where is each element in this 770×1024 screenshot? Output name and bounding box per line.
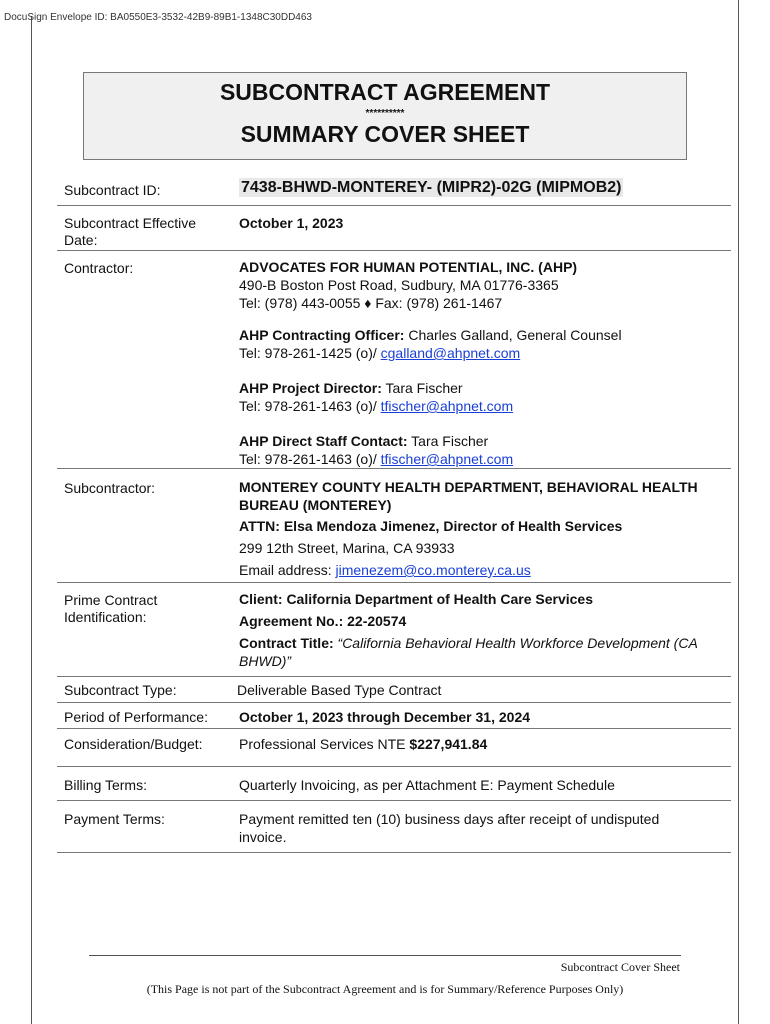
title-separator: ********** xyxy=(365,108,405,119)
label-contractor: Contractor: xyxy=(64,260,134,276)
subcontractor-address: 299 12th Street, Marina, CA 93933 xyxy=(239,540,455,556)
label-subcontract-id: Subcontract ID: xyxy=(64,182,161,198)
row-subcontract-type xyxy=(57,676,731,703)
contracting-officer-name: Charles Galland, General Counsel xyxy=(404,327,622,343)
label-budget: Consideration/Budget: xyxy=(64,736,203,752)
subcontractor-name: MONTEREY COUNTY HEALTH DEPARTMENT, BEHAVIORAL HEALTH BUREAU (MONTEREY) xyxy=(239,479,698,513)
row-contractor xyxy=(57,250,731,469)
value-payment: Payment remitted ten (10) business days after receipt of undisputed invoice. xyxy=(239,811,660,845)
row-billing xyxy=(57,766,731,801)
value-budget xyxy=(239,735,729,753)
contractor-address: 490-B Boston Post Road, Sudbury, MA 01776-3365 xyxy=(239,277,559,293)
direct-staff-name: Tara Fischer xyxy=(407,433,489,449)
row-budget xyxy=(57,728,731,767)
contractor-phone-fax: Tel: (978) 443-0055 ♦ Fax: (978) 261-1467 xyxy=(239,295,503,311)
direct-staff-email-link[interactable]: tfischer@ahpnet.com xyxy=(380,451,514,467)
value-effective-date: October 1, 2023 xyxy=(239,215,344,231)
project-director-tel: Tel: 978-261-1463 (o)/ xyxy=(239,398,381,414)
project-director-email-link[interactable]: tfischer@ahpnet.com xyxy=(380,398,514,414)
page-margin-line-left xyxy=(31,16,32,1024)
prime-contract-agreement: Agreement No.: 22-20574 xyxy=(239,613,407,629)
contracting-officer-email-link[interactable]: cgalland@ahpnet.com xyxy=(380,345,521,361)
row-period xyxy=(57,702,731,729)
row-subcontract-id xyxy=(57,170,731,206)
label-billing: Billing Terms: xyxy=(64,777,147,793)
prime-contract-title xyxy=(239,634,729,670)
document-subtitle: SUMMARY COVER SHEET xyxy=(240,121,530,147)
prime-contract-block xyxy=(239,590,729,670)
label-prime-contract: Prime Contract Identification: xyxy=(64,592,158,625)
document-title: SUBCONTRACT AGREEMENT xyxy=(219,79,551,105)
contractor-name: ADVOCATES FOR HUMAN POTENTIAL, INC. (AHP) xyxy=(239,259,578,275)
row-prime-contract xyxy=(57,582,731,677)
footer-note: (This Page is not part of the Subcontract Agreement and is for Summary/Reference Purposes Only) xyxy=(146,982,624,996)
value-subcontract-type: Deliverable Based Type Contract xyxy=(237,682,442,698)
contracting-officer-tel: Tel: 978-261-1425 (o)/ xyxy=(239,345,381,361)
label-subcontract-type: Subcontract Type: xyxy=(64,682,177,698)
prime-contract-client: Client: California Department of Health Care Services xyxy=(239,591,593,607)
value-subcontract-id: 7438-BHWD-MONTEREY- (MIPR2)-02G (MIPMOB2) xyxy=(241,179,622,196)
subcontractor-email-label: Email address: xyxy=(239,562,336,578)
project-director-label: AHP Project Director: xyxy=(239,380,382,396)
footer-divider xyxy=(89,955,681,956)
row-payment xyxy=(57,800,731,853)
value-billing: Quarterly Invoicing, as per Attachment E: Payment Schedule xyxy=(239,777,615,793)
budget-amount: $227,941.84 xyxy=(409,736,488,752)
project-director-name: Tara Fischer xyxy=(381,380,463,396)
label-subcontractor: Subcontractor: xyxy=(64,480,156,496)
row-subcontractor xyxy=(57,468,731,583)
contractor-block xyxy=(239,258,729,468)
direct-staff-tel: Tel: 978-261-1463 (o)/ xyxy=(239,451,381,467)
label-effective-date: Subcontract Effective Date: xyxy=(64,215,197,248)
contracting-officer xyxy=(239,326,729,344)
footer-label: Subcontract Cover Sheet xyxy=(560,960,680,974)
budget-prefix: Professional Services NTE xyxy=(239,736,410,752)
subcontractor-email-link[interactable]: jimenezem@co.monterey.ca.us xyxy=(335,562,531,578)
label-period: Period of Performance: xyxy=(64,709,208,725)
contracting-officer-label: AHP Contracting Officer: xyxy=(239,327,405,343)
prime-contract-title-value: “California Behavioral Health Workforce Development (CA BHWD)” xyxy=(239,635,698,669)
direct-staff-label: AHP Direct Staff Contact: xyxy=(239,433,408,449)
prime-contract-title-label: Contract Title: xyxy=(239,635,334,651)
label-payment: Payment Terms: xyxy=(64,811,165,827)
page-margin-line-right xyxy=(738,0,739,1024)
subcontractor-attn: ATTN: Elsa Mendoza Jimenez, Director of Health Services xyxy=(239,518,623,534)
value-period: October 1, 2023 through December 31, 2024 xyxy=(239,709,531,725)
project-director xyxy=(239,379,729,397)
title-box xyxy=(83,72,687,160)
subcontractor-block xyxy=(239,478,729,580)
direct-staff-contact xyxy=(239,432,729,450)
row-effective-date xyxy=(57,205,731,251)
envelope-id: DocuSign Envelope ID: BA0550E3-3532-42B9-89B1-1348C30DD463 xyxy=(4,12,312,23)
